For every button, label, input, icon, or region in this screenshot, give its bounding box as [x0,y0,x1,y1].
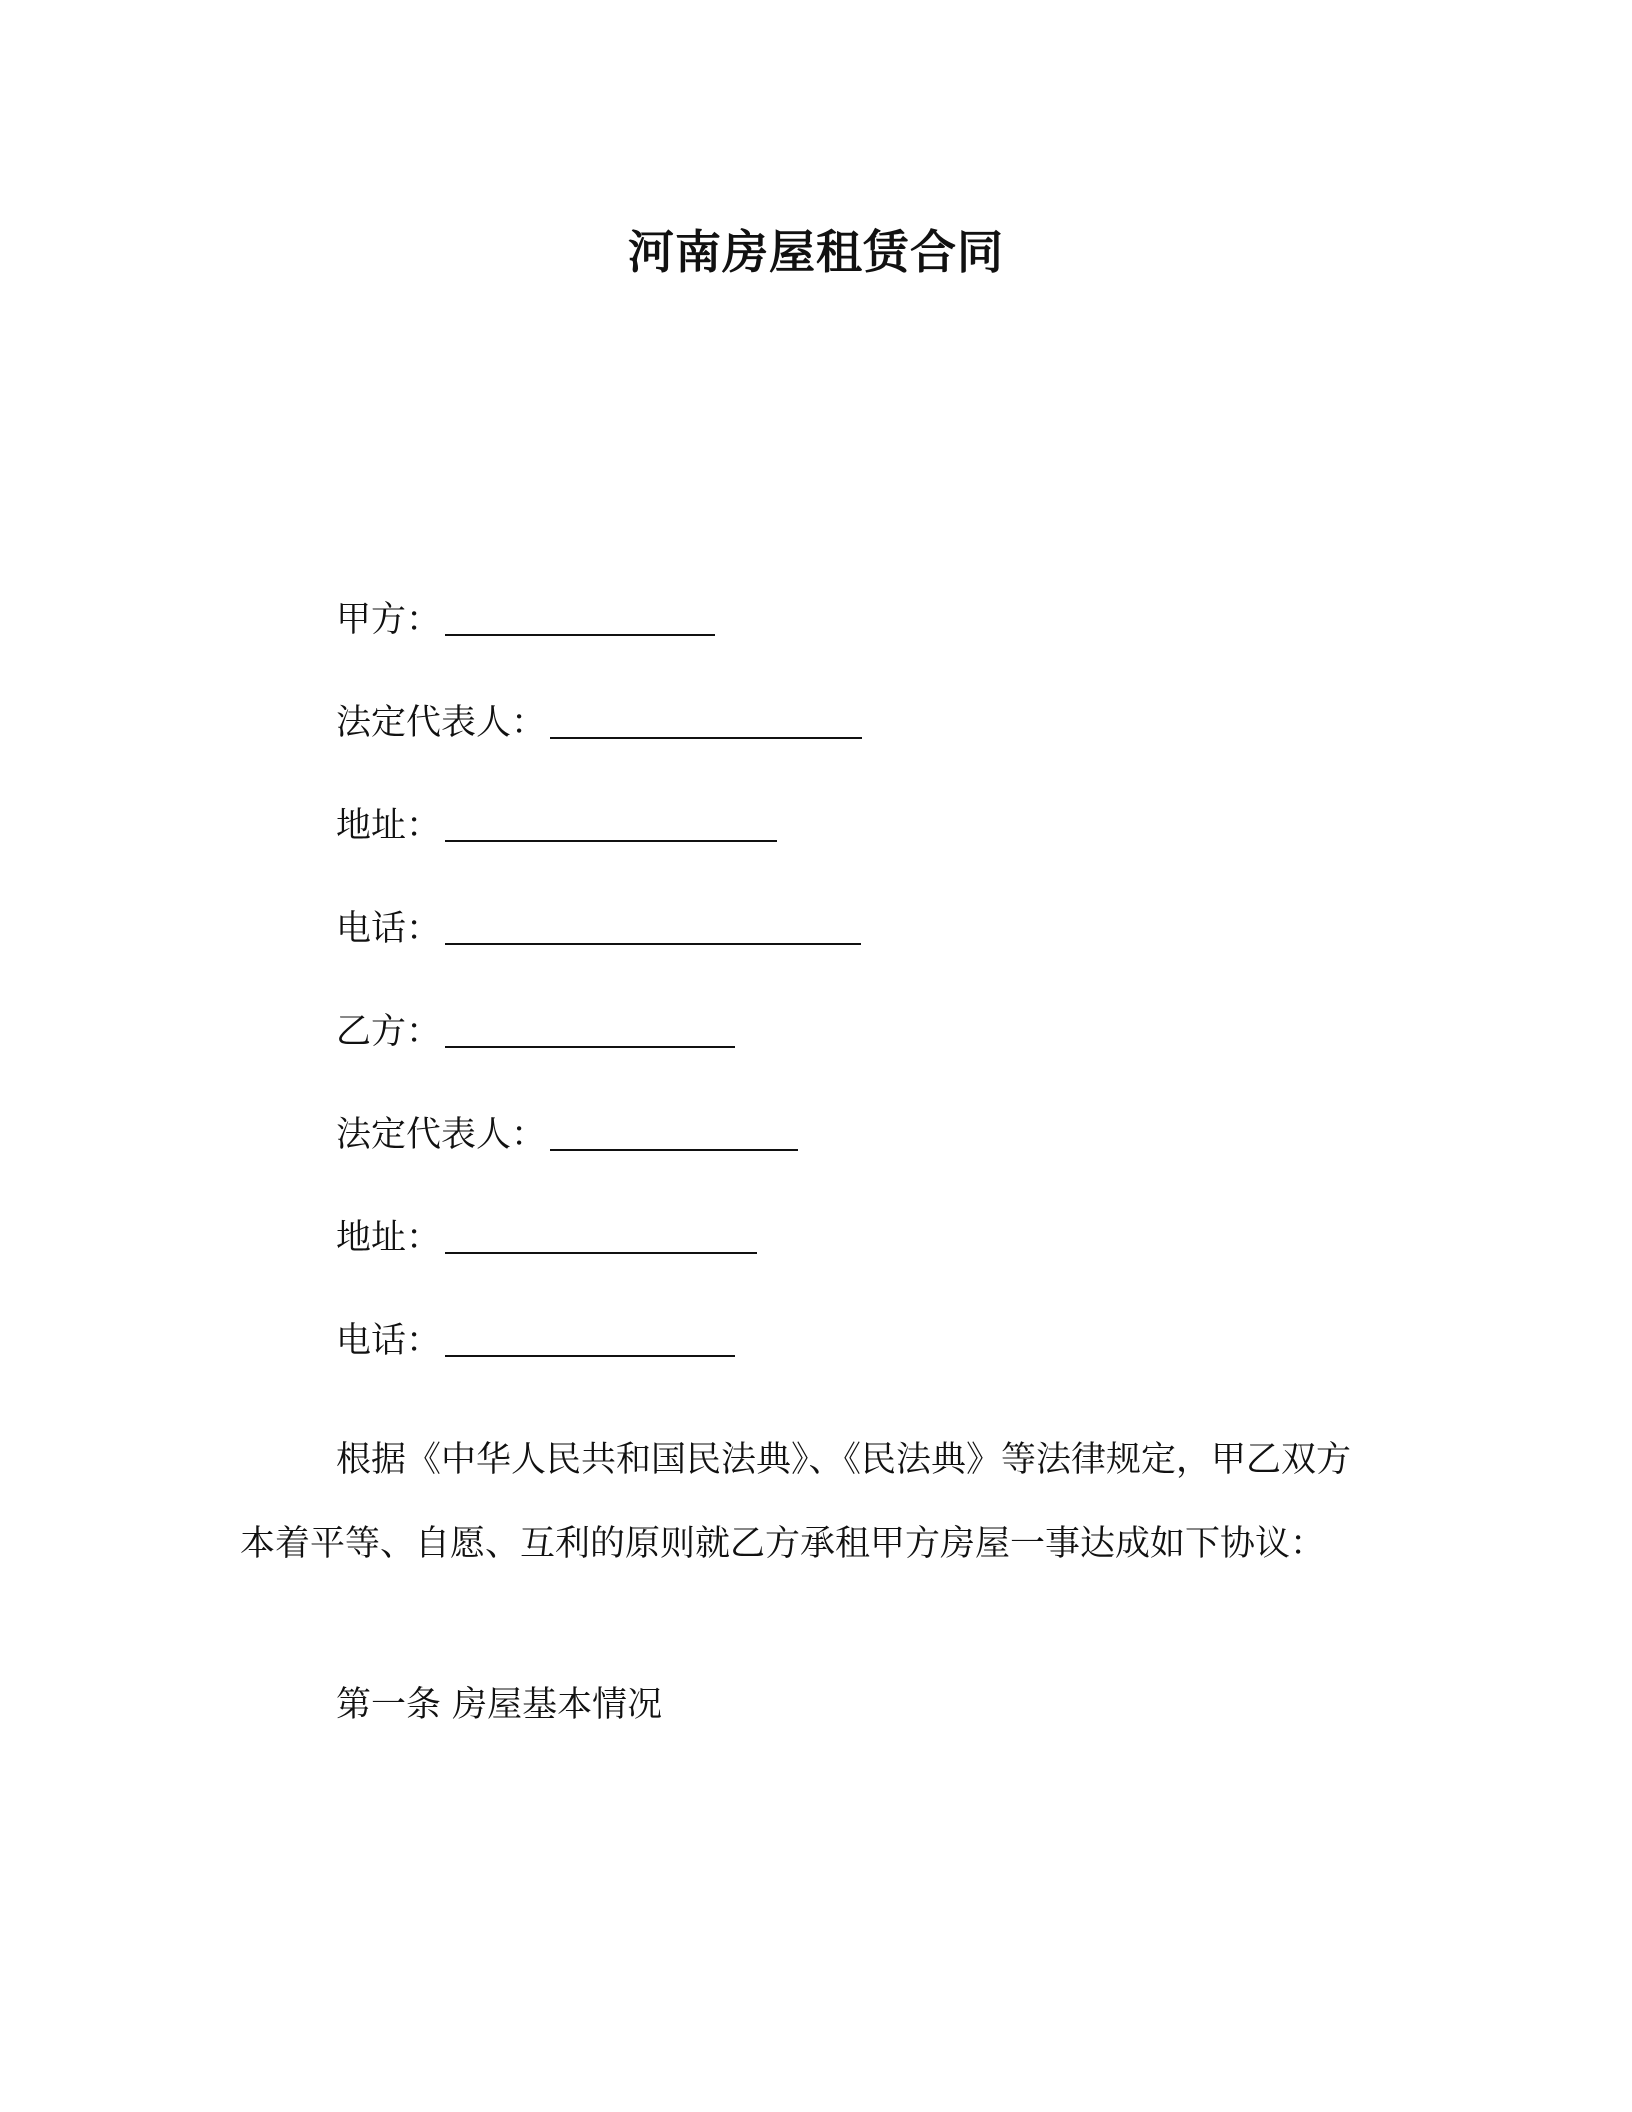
preamble-paragraph: 根据《中华人民共和国民法典》、《民法典》等法律规定，甲乙双方本着平等、自愿、互利的原则就乙方承租甲方房屋一事达成如下协议： [240,1440,1352,1564]
party-b-phone-blank [445,1321,735,1357]
party-b-phone-label: 电话： [336,1321,442,1361]
document-title: 河南房屋租赁合同 [628,225,1004,279]
party-a-phone-field [336,904,861,954]
party-b-name-label: 乙方： [336,1012,442,1052]
party-a-address-blank [445,806,777,842]
party-a-rep-field [336,698,862,748]
party-b-rep-blank [550,1115,798,1151]
party-a-rep-blank [550,703,862,739]
party-b-address-field [336,1213,757,1263]
party-a-name-label: 甲方： [336,600,442,640]
party-a-phone-label: 电话： [336,909,442,949]
party-a-name-field [336,595,715,645]
party-a-address-label: 地址： [336,806,442,846]
party-b-name-field [336,1007,735,1057]
party-a-phone-blank [445,909,861,945]
party-a-address-field [336,801,777,851]
party-a-name-blank [445,600,715,636]
party-a-rep-label: 法定代表人： [336,703,547,743]
party-b-phone-field [336,1316,735,1366]
party-b-address-blank [445,1218,757,1254]
party-b-address-label: 地址： [336,1218,442,1258]
party-b-rep-label: 法定代表人： [336,1115,547,1155]
party-b-rep-field [336,1110,798,1160]
section-heading: 第一条 房屋基本情况 [336,1685,663,1725]
party-b-name-blank [445,1012,735,1048]
